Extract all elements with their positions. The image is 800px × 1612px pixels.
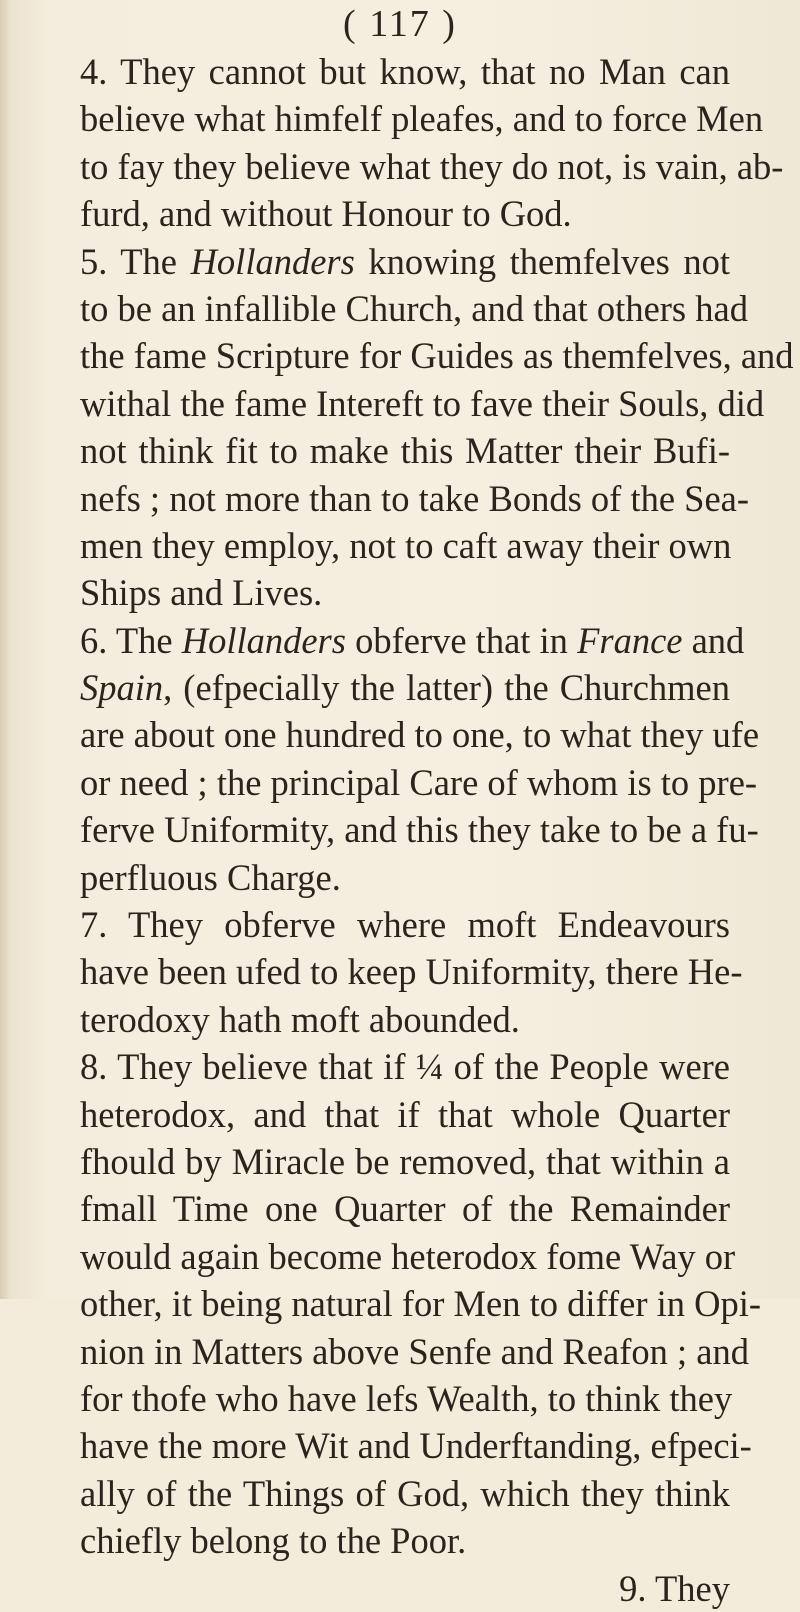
text-line: believe what himfelf pleafes, and to force Men — [80, 98, 764, 140]
text-line: heterodox, and that if that whole Quarter — [80, 1093, 730, 1135]
text-line: ferve Uniformity, and this they take to be a fu- — [80, 809, 759, 851]
text-line: would again become heterodox fome Way or — [80, 1235, 736, 1277]
text-line: men they employ, not to caft away their own — [80, 524, 732, 566]
text-line: or need ; the principal Care of whom is to pre- — [80, 761, 758, 803]
catchword: 9. They — [619, 1567, 730, 1609]
text-line: nefs ; not more than to take Bonds of the Sea- — [80, 477, 750, 519]
text-line: 7. They obferve where moft Endeavours — [80, 904, 730, 946]
text-line: 8. They believe that if ¼ of the People were — [80, 1046, 730, 1088]
text-line: withal the fame Intereft to fave their Souls, did — [80, 382, 765, 424]
text-line: fmall Time one Quarter of the Remainder — [80, 1188, 730, 1230]
page-gutter-shadow — [0, 0, 10, 1299]
text-line: furd, and without Honour to God. — [80, 193, 572, 235]
text-line: 4. They cannot but know, that no Man can — [80, 51, 730, 92]
text-line: fhould by Miracle be removed, that within a — [80, 1140, 730, 1182]
body-text — [80, 48, 794, 1612]
text-line: ally of the Things of God, which they think — [80, 1472, 730, 1514]
text-line: to fay they believe what they do not, is vain, ab- — [80, 145, 784, 187]
text-line: Ships and Lives. — [80, 572, 323, 614]
text-line: for thofe who have lefs Wealth, to think they — [80, 1377, 733, 1419]
text-line: Spain, (efpecially the latter) the Churchmen — [80, 667, 730, 709]
text-line: 5. The Hollanders knowing themfelves not — [80, 240, 730, 282]
text-line: nion in Matters above Senfe and Reafon ; and — [80, 1330, 749, 1372]
text-line: not think fit to make this Matter their Bufi- — [80, 430, 730, 472]
text-line: perfluous Charge. — [80, 856, 341, 898]
text-line: chiefly belong to the Poor. — [80, 1520, 467, 1562]
text-line: are about one hundred to one, to what they ufe — [80, 714, 760, 756]
text-line: terodoxy hath moft abounded. — [80, 998, 520, 1040]
text-line: to be an infallible Church, and that others had — [80, 287, 748, 329]
text-line: the fame Scripture for Guides as themfelves, and — [80, 335, 794, 377]
text-line: have been ufed to keep Uniformity, there He- — [80, 951, 743, 993]
page-number: ( 117 ) — [343, 3, 457, 45]
text-line: 6. The Hollanders obferve that in France and — [80, 619, 745, 661]
text-line: have the more Wit and Underftanding, efpeci- — [80, 1425, 752, 1467]
text-line: other, it being natural for Men to differ in Opi- — [80, 1283, 762, 1325]
